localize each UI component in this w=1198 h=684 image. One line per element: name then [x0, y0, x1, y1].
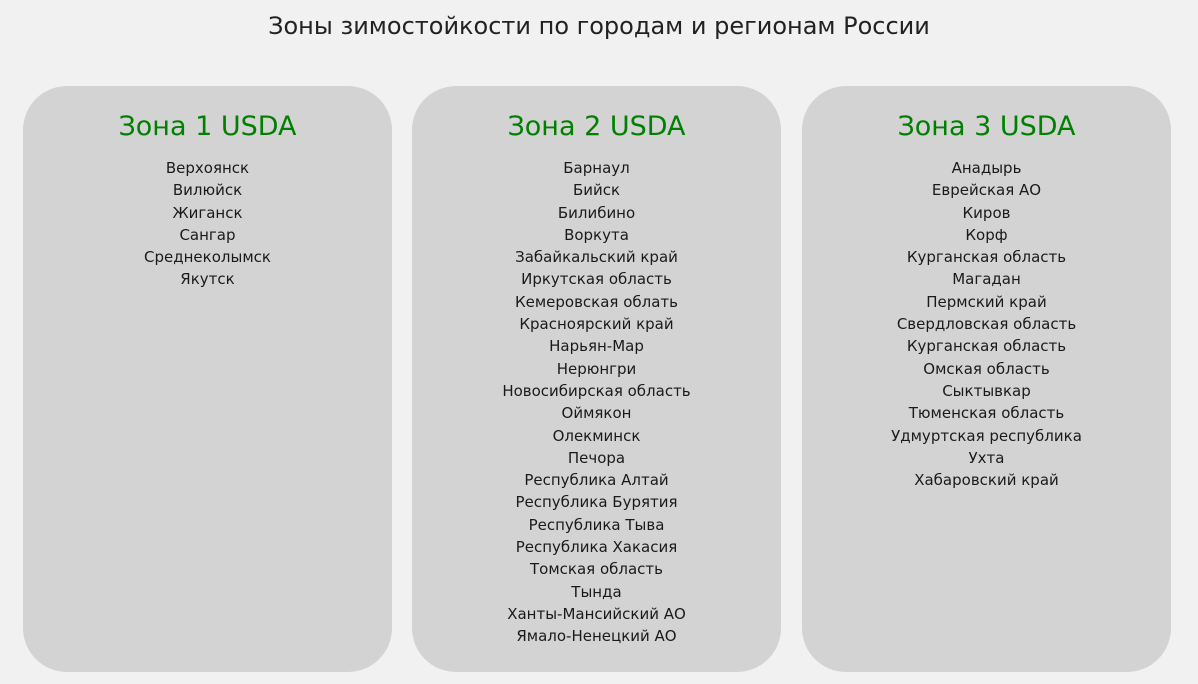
list-item: Томская область — [530, 560, 663, 579]
zone-card-1 — [23, 86, 392, 672]
list-item: Курганская область — [906, 248, 1067, 267]
list-item: Тында — [571, 582, 622, 601]
zone-title: Зона 1 USDA — [118, 111, 297, 142]
list-item: Нерюнгри — [556, 359, 637, 378]
zone-card-2 — [412, 86, 781, 672]
list-item: Верхоянск — [165, 159, 250, 177]
page-title: Зоны зимостойкости по городам и регионам России — [268, 12, 930, 40]
list-item: Корф — [965, 225, 1008, 244]
list-item: Курганская область — [906, 337, 1067, 356]
list-item: Сангар — [179, 225, 236, 244]
list-item: Барнаул — [563, 159, 630, 177]
list-item: Якутск — [180, 270, 235, 289]
list-item: Еврейская АО — [931, 181, 1042, 200]
list-item: Сыктывкар — [942, 381, 1031, 400]
zone-title: Зона 2 USDA — [507, 111, 686, 142]
city-list — [412, 157, 781, 648]
list-item: Бийск — [572, 181, 621, 200]
list-item: Кемеровская облать — [514, 292, 679, 311]
list-item: Оймякон — [561, 404, 632, 423]
list-item: Республика Тыва — [528, 515, 665, 534]
list-item: Забайкальский край — [515, 248, 678, 267]
list-item: Новосибирская область — [502, 381, 691, 400]
list-item: Республика Бурятия — [515, 493, 678, 512]
list-item: Иркутская область — [521, 270, 672, 289]
list-item: Омская область — [923, 359, 1050, 378]
list-item: Красноярский край — [519, 315, 674, 334]
list-item: Республика Алтай — [524, 471, 669, 490]
list-item: Билибино — [557, 203, 636, 222]
list-item: Ухта — [968, 448, 1005, 467]
list-item: Тюменская область — [908, 404, 1065, 423]
list-item: Пермский край — [926, 292, 1047, 311]
zone-title: Зона 3 USDA — [897, 111, 1076, 142]
list-item: Республика Хакасия — [515, 538, 678, 557]
list-item: Жиганск — [172, 203, 243, 222]
city-list — [802, 157, 1171, 491]
list-item: Анадырь — [951, 159, 1022, 177]
list-item: Нарьян-Мар — [549, 337, 644, 356]
list-item: Среднеколымск — [144, 248, 271, 267]
list-item: Киров — [962, 203, 1011, 222]
list-item: Ямало-Ненецкий АО — [516, 627, 677, 646]
list-item: Удмуртская республика — [891, 426, 1082, 445]
zone-card-3 — [802, 86, 1171, 672]
list-item: Ханты-Мансийский АО — [507, 604, 686, 623]
list-item: Олекминск — [552, 426, 641, 445]
list-item: Вилюйск — [172, 181, 243, 200]
zones-container — [23, 86, 1173, 674]
list-item: Свердловская область — [896, 315, 1077, 334]
list-item: Хабаровский край — [914, 471, 1059, 490]
list-item: Печора — [567, 448, 626, 467]
list-item: Воркута — [564, 225, 629, 244]
city-list — [23, 157, 392, 291]
list-item: Магадан — [952, 270, 1021, 289]
